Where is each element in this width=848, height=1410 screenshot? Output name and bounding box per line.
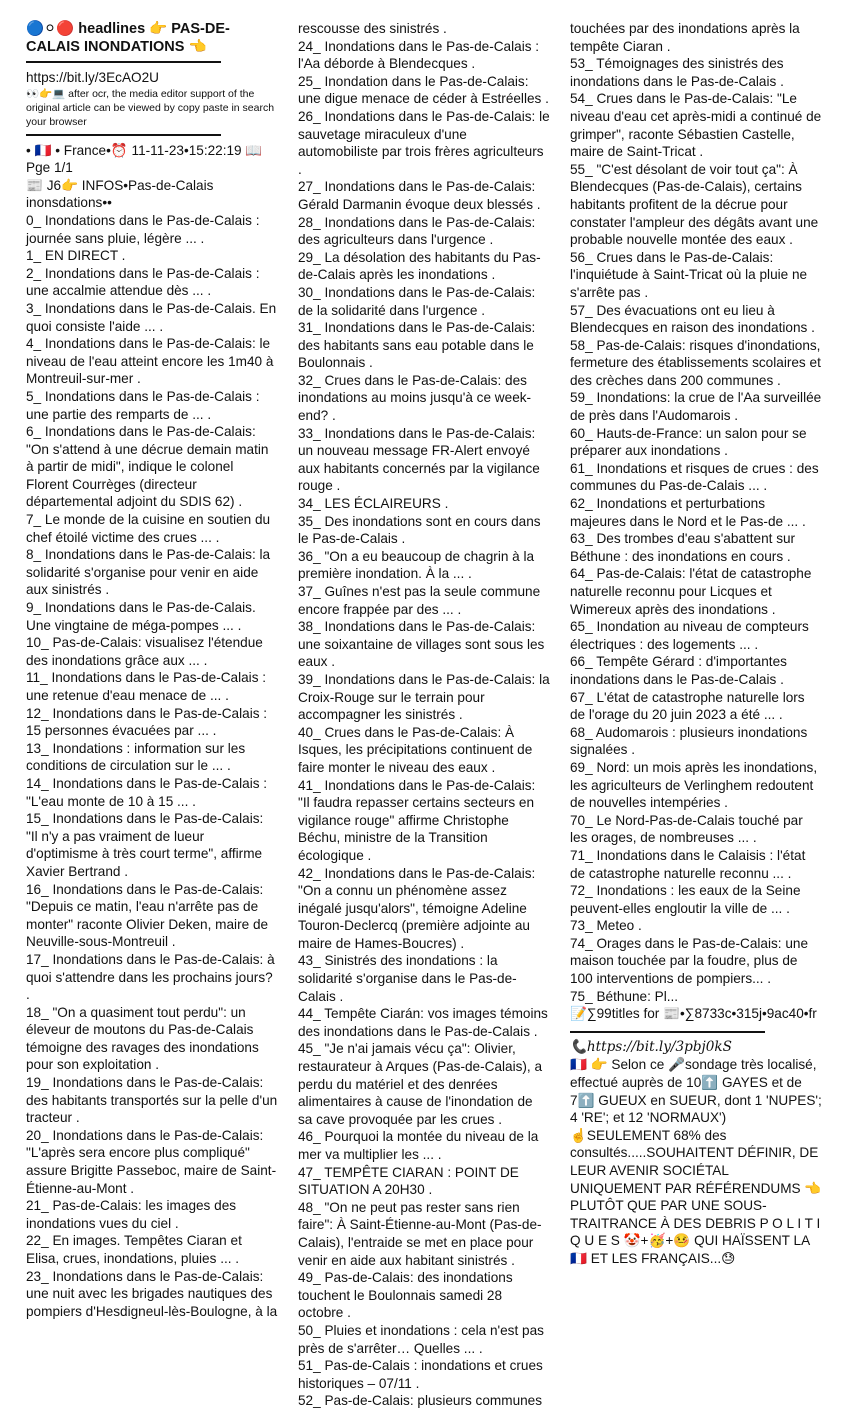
headline-item: 26_ Inondations dans le Pas-de-Calais: le sauvetage miraculeux d'une automobiliste par trois frères agriculteurs . [298,108,550,177]
headline-item: 65_ Inondation au niveau de compteurs électriques : des logements ... . [570,619,809,652]
headline-item: 35_ Des inondations sont en cours dans le Pas-de-Calais . [298,513,541,547]
headline-item: 52_ Pas-de-Calais: plusieurs communes [298,1393,543,1409]
headline-item: 57_ Des évacuations ont eu lieu à Blendecques en raison des inondations . [570,302,815,336]
headline-item: 23_ Inondations dans le Pas-de-Calais: une nuit avec les brigades nautiques des pompiers d'Hesdigneul-lès-Boulogne, à la [26,1268,278,1319]
headline-item: 10_ Pas-de-Calais: visualisez l'étendue des inondations grâce aux ... . [26,635,263,668]
divider [26,61,221,63]
headline-item: 22_ En images. Tempêtes Ciaran et Elisa, crues, inondations, pluies ... . [26,1233,242,1266]
headline-item: 42_ Inondations dans le Pas-de-Calais: "On a connu un phénomène assez inégalé jusqu'alors", témoigne Adeline Touron-Declercq (première adjointe au maire de Hames-Boucres) . [298,865,536,951]
headline-item: 5_ Inondations dans le Pas-de-Calais : une partie des remparts de ... . [26,388,260,422]
headline-item: 75_ Béthune: Pl... [570,988,679,1004]
headline-item: 55_ "C'est désolant de voir tout ça": À Blendecques (Pas-de-Calais), certains habitants profitent de la décrue pour constater l'ampleur des dégâts avant une probable nouvelle montée des eaux . [570,161,819,248]
headline-item: 1_ EN DIRECT . [26,248,126,264]
headline-item: 64_ Pas-de-Calais: l'état de catastrophe naturelle reconnu pour Licques et Wimereux après des inondations . [570,566,812,617]
headline-item: 0_ Inondations dans le Pas-de-Calais : journée sans pluie, légère ... . [26,212,260,246]
secondary-link[interactable]: 📞https://bit.ly/3pbj0kS [570,1038,732,1055]
headline-item: 16_ Inondations dans le Pas-de-Calais: "Depuis ce matin, l'eau n'arrête pas de monter" raconte Olivier Deken, maire de Neuville-sous-Montreuil . [26,881,269,950]
headline-item: 39_ Inondations dans le Pas-de-Calais: la Croix-Rouge sur le terrain pour accompagner les sinistrés . [298,671,550,723]
headline-item: 38_ Inondations dans le Pas-de-Calais: une soixantaine de villages sont sous les eaux . [298,619,545,670]
divider [570,1031,765,1033]
headline-item: 46_ Pourquoi la montée du niveau de la mer va multiplier les ... . [298,1129,539,1162]
headline-item: 31_ Inondations dans le Pas-de-Calais: des habitants sans eau potable dans le Boulonnais . [298,320,536,371]
headline-item: 51_ Pas-de-Calais : inondations et crues historiques – 07/11 . [298,1358,543,1391]
headline-item: 15_ Inondations dans le Pas-de-Calais: "Il n'y a pas vraiment de lueur d'optimisme à très court terme", affirme Xavier Bertrand . [26,811,264,879]
headline-item: 49_ Pas-de-Calais: des inondations touchent le Boulonnais samedi 28 octobre . [298,1270,513,1321]
headline-item: 63_ Des trombes d'eau s'abattent sur Béthune : des inondations en cours . [570,531,796,564]
headline-item: 66_ Tempête Gérard : d'importantes inondations dans le Pas-de-Calais . [570,654,787,687]
headline-item: 12_ Inondations dans le Pas-de-Calais : 15 personnes évacuées par ... . [26,705,268,739]
headline-item: 53_ Témoignages des sinistrés des inondations dans le Pas-de-Calais . [570,56,784,89]
headline-item: 58_ Pas-de-Calais: risques d'inondations, fermeture des établissements scolaires et des crèches dans 200 communes . [570,337,821,388]
headline-item: 67_ L'état de catastrophe naturelle lors de l'orage du 20 juin 2023 a été ... . [570,689,805,723]
column-3 [570,20,822,1268]
headline-item: touchées par des inondations après la tempête Ciaran . [570,21,800,54]
headline-item: 73_ Meteo . [570,918,642,934]
headline-item: 34_ LES ÉCLAIREURS . [298,496,449,512]
headline-item: 56_ Crues dans le Pas-de-Calais: l'inquiétude à Saint-Tricat où la pluie ne s'arrête pas . [570,249,808,300]
headline-item: 45_ "Je n'ai jamais vécu ça": Olivier, restaurateur à Arques (Pas-de-Calais), a perdu du matériel et des denrées alimentaires à cause de l'inondation de sa cave provoquée par les crues . [298,1041,543,1127]
headline-item: 3_ Inondations dans le Pas-de-Calais. En quoi consiste l'aide ... . [26,300,277,334]
headline-item: 41_ Inondations dans le Pas-de-Calais: "Il faudra repasser certains secteurs en vigilance rouge" affirme Christophe Béchu, ministre de la Transition écologique . [298,777,536,863]
survey-conclusion: ☝️SEULEMENT 68% des consultés.....SOUHAITENT DÉFINIR, DE LEUR AVENIR SOCIÉTAL UNIQUEMENT PAR RÉFÉRENDUMS 👈 PLUTÔT QUE PAR UNE SOUS-TRAITRANCE À DES DEBRIS P O L I T I Q U E S 🤡+🥳+🤒 QUI HAÏSSENT LA 🇫🇷 ET LES FRANÇAIS...😓 [570,1127,822,1266]
headline-item: 43_ Sinistrés des inondations : la solidarité s'organise dans le Pas-de-Calais . [298,953,517,1004]
headline-item: 25_ Inondation dans le Pas-de-Calais: une digue menace de céder à Estréelles . [298,73,549,107]
headline-item: 32_ Crues dans le Pas-de-Calais: des inondations au moins jusqu'à ce week-end? . [298,372,532,424]
headline-item: 40_ Crues dans le Pas-de-Calais: À Isques, les précipitations continuent de faire monter le niveau des eaux . [298,724,533,775]
ocr-note: 👀👉💻 after ocr, the media editor support of the original article can be viewed by copy paste in search your browser [26,87,275,128]
headline-item: 14_ Inondations dans le Pas-de-Calais : "L'eau monte de 10 à 15 ... . [26,775,268,809]
headline-item: 70_ Le Nord-Pas-de-Calais touché par les orages, de nombreuses ... . [570,812,803,846]
headline-item: 6_ Inondations dans le Pas-de-Calais: "On s'attend à une décrue demain matin à partir de midi", indique le colonel Florent Courrèges (directeur départemental adjoint du SDIS 62) . [26,424,269,510]
headline-list-2 [298,20,550,1410]
headline-item: 37_ Guînes n'est pas la seule commune encore frappée par des ... . [298,584,541,617]
headline-item: 2_ Inondations dans le Pas-de-Calais : une accalmie attendue dès ... . [26,265,260,299]
headline-item: 59_ Inondations: la crue de l'Aa surveillée de près dans l'Audomarois . [570,390,822,424]
infos-line: 📰 J6👉 INFOS•Pas-de-Calais inonsdations•• [26,177,214,211]
headline-item: 33_ Inondations dans le Pas-de-Calais: un nouveau message FR-Alert envoyé aux habitants concernés par la vigilance rouge . [298,425,540,494]
headline-item: 47_ TEMPÊTE CIARAN : POINT DE SITUATION A 20H30 . [298,1164,519,1198]
headline-item: 68_ Audomarois : plusieurs inondations signalées . [570,724,808,758]
short-link[interactable]: https://bit.ly/3EcAO2U [26,70,159,85]
headline-item: 27_ Inondations dans le Pas-de-Calais: Gérald Darmanin évoque deux blessés . [298,179,541,212]
headline-item: 62_ Inondations et perturbations majeures dans le Nord et le Pas-de ... . [570,496,806,529]
headline-item: 9_ Inondations dans le Pas-de-Calais. Une vingtaine de méga-pompes ... . [26,600,256,633]
headline-list-3 [570,20,822,1005]
headline-item: 71_ Inondations dans le Calaisis : l'état de catastrophe naturelle reconnu ... . [570,847,806,881]
headline-item: 19_ Inondations dans le Pas-de-Calais: des habitants transportés sur la pelle d'un tracteur . [26,1075,278,1126]
headline-item: 50_ Pluies et inondations : cela n'est pas près de s'arrêter… Quelles ... . [298,1322,544,1356]
headline-item: 30_ Inondations dans le Pas-de-Calais: de la solidarité dans l'urgence . [298,284,536,318]
titles-count: 📝∑99titles for 📰•∑8733c•315j•9ac40•fr [570,1006,817,1022]
headline-item: 54_ Crues dans le Pas-de-Calais: "Le niveau d'eau cet après-midi a continué de grimper", raconte Sébastien Castelle, maire de Saint-Tricat . [570,91,822,160]
headline-item: 60_ Hauts-de-France: un salon pour se préparer aux inondations . [570,425,807,459]
headline-item: 44_ Tempête Ciarán: vos images témoins des inondations dans le Pas-de-Calais . [298,1006,548,1039]
headline-item: 11_ Inondations dans le Pas-de-Calais : une retenue d'eau menace de ... . [26,670,267,703]
column-1 [26,20,278,1320]
headline-item: 72_ Inondations : les eaux de la Seine peuvent-elles engloutir la ville de ... . [570,883,801,916]
headline-item: 21_ Pas-de-Calais: les images des inondations vues du ciel . [26,1198,237,1231]
headline-item: 13_ Inondations : information sur les conditions de circulation sur le ... . [26,740,246,774]
headline-item: 36_ "On a eu beaucoup de chagrin à la première inondation. À la ... . [298,548,535,582]
headline-title: 🔵⚪🔴 headlines 👉 PAS-DE-CALAIS INONDATIONS 👈 [26,21,230,55]
headline-item: 48_ "On ne peut pas rester sans rien faire": À Saint-Étienne-au-Mont (Pas-de-Calais), l'entraide se met en place pour venir en aide aux habitant sinistrés . [298,1199,542,1268]
divider [26,134,221,136]
headline-list-1 [26,212,278,1320]
headline-item: 17_ Inondations dans le Pas-de-Calais: à quoi s'attendre dans les prochains jours? . [26,951,275,1003]
headline-item: 61_ Inondations et risques de crues : des communes du Pas-de-Calais ... . [570,460,819,494]
headline-item: 24_ Inondations dans le Pas-de-Calais : l'Aa déborde à Blendecques . [298,38,540,72]
headline-item: 20_ Inondations dans le Pas-de-Calais: "L'après sera encore plus compliqué" assure Brigitte Passeboc, maire de Saint-Étienne-au-Mont . [26,1127,277,1196]
headline-item: rescousse des sinistrés . [298,21,447,36]
headline-item: 69_ Nord: un mois après les inondations, les agriculteurs de Verlinghem redoutent de nouvelles intempéries . [570,759,818,811]
meta-line: • 🇫🇷 • France•⏰ 11-11-23•15:22:19 📖 Pge 1/1 [26,142,263,176]
headline-item: 8_ Inondations dans le Pas-de-Calais: la solidarité s'organise pour venir en aide aux sinistrés . [26,547,271,598]
headline-item: 29_ La désolation des habitants du Pas-de-Calais après les inondations . [298,249,541,283]
headline-item: 18_ "On a quasiment tout perdu": un éleveur de moutons du Pas-de-Calais témoigne des ravages des inondations pour son exploitation . [26,1004,259,1073]
headline-item: 74_ Orages dans le Pas-de-Calais: une maison touchée par la foudre, plus de 100 interventions de pompiers... . [570,935,809,987]
headline-item: 7_ Le monde de la cuisine en soutien du chef étoilé victime des crues ... . [26,512,271,545]
survey-text: 🇫🇷 👉 Selon ce 🎤sondage très localisé, effectué auprès de 10⬆️ GAYES et de 7⬆️ GUEUX en SUEUR, dont 1 'NUPES'; 4 'RE'; et 12 'NORMAUX') [570,1057,822,1126]
headline-item: 28_ Inondations dans le Pas-de-Calais: des agriculteurs dans l'urgence . [298,214,536,248]
headline-item: 4_ Inondations dans le Pas-de-Calais: le niveau de l'eau atteint encore les 1m40 à Montreuil-sur-mer . [26,336,274,387]
column-2 [298,20,550,1410]
